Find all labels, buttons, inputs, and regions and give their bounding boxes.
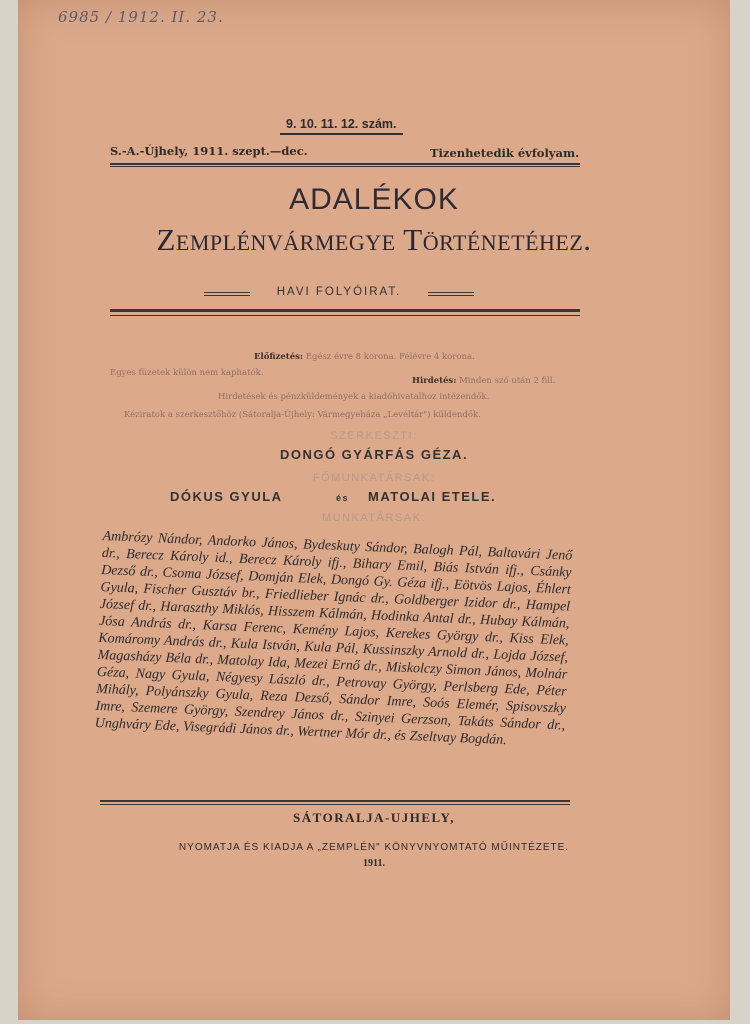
title-rule-thick: [110, 309, 580, 312]
printer-line: NYOMATJA ÉS KIADJA A „ZEMPLÉN" KÖNYVNYOMTATÓ MŰINTÉZETE.: [178, 842, 570, 853]
footer-rule-thick: [100, 800, 570, 802]
contributors-list: Ambrózy Nándor, Andorko János, Bydeskuty Sándor, Balogh Pál, Baltavári Jenő dr., Berecz Károly id., Berecz Károly ifj., Bihary Emil, Biás István ifj., Csánky Dezső dr., Csoma József, Domján Elek, Dongó Gy. Géza ifj., Eötvös Lajos, Éhlert Gyula, Fischer Gusztáv br., Friedlieber Ignác dr., Goldberger Izidor dr., Hampel József dr., Haraszthy Miklós, Hisszem Kálmán, Hodinka Antal dr., Hubay Kálmán, Jósa András dr., Karsa Ferenc, Kemény Lajos, Kerekes György dr., Kiss Elek, Komáromy András dr., Kula István, Kula Pál, Kussinszky Arnold dr., Lojda József, Magasházy Béla dr., Matolay Ida, Mezei Ernő dr., Miskolczy Simon János, Molnár Géza, Nagy Gyula, Négyesy László dr., Petrovay György, Perlsberg Ede, Péter Mihály, Polyánszky Gyula, Reza Dezső, Sándor Imre, Soós Elemér, Spisovszky Imre, Szemere György, Szendrey János dr., Szinyei Gerzson, Takáts Sándor dr., Unghváry Ede, Visegrádi János dr., Wertner Mór dr., és Zseltvay Bogdán.: [94, 528, 573, 749]
advertising-note: Hirdetések és pénzküldemények a kiadóhivatalhoz intézendők.: [218, 392, 490, 402]
volume-label: Tizenhetedik évfolyam.: [430, 146, 580, 160]
contributors-heading: MUNKATÁRSAK:: [322, 512, 426, 524]
publication-city: SÁTORALJA-UJHELY,: [293, 810, 455, 825]
editor-name: DONGÓ GYÁRFÁS GÉZA.: [279, 447, 469, 462]
issue-number: 9. 10. 11. 12. szám.: [280, 117, 403, 135]
handwritten-catalog-note: 6985 / 1912. II. 23.: [58, 8, 224, 26]
subtitle-ornament-right: [428, 292, 474, 293]
coeditor-2: MATOLAI ETELE.: [368, 489, 497, 504]
subscription-prices: Egész évre 8 korona. Félévre 4 korona.: [305, 352, 475, 362]
coeditors-heading: FŐMUNKATÁRSAK:: [312, 472, 436, 484]
footer-rule-thin: [100, 804, 570, 805]
title-rule-thin: [110, 315, 580, 316]
coeditor-and: és: [336, 493, 350, 503]
subscription-line: [254, 352, 475, 362]
header-rule-thin: [110, 166, 580, 167]
editor-heading: SZERKESZTI:: [330, 430, 418, 442]
coeditor-1: DÓKUS GYULA: [170, 489, 283, 504]
journal-cover: [18, 0, 730, 1020]
manuscripts-note: Kéziratok a szerkesztőhöz (Sátoralja-Újhely: Vármegyeháza „Levéltár") küldendők.: [124, 410, 481, 420]
subtitle-ornament-right-2: [428, 295, 474, 296]
advertising-price: Minden szó után 2 fill.: [459, 376, 556, 386]
subscription-label: Előfizetés:: [254, 352, 304, 362]
publication-year: 1911.: [363, 858, 385, 869]
header-rule: [110, 163, 580, 165]
single-issues-note: Egyes füzetek külön nem kaphatók.: [110, 368, 264, 378]
advertising-label: Hirdetés:: [412, 376, 457, 386]
place-and-date: S.-A.-Újhely, 1911. szept.—dec.: [110, 144, 308, 158]
title-line-2: Zemplénvármegye Történetéhez.: [156, 222, 592, 257]
subtitle: HAVI FOLYÓIRAT.: [276, 286, 402, 298]
advertising-line: [412, 376, 555, 386]
subtitle-block: [204, 286, 474, 302]
title-line-1: ADALÉKOK: [289, 183, 459, 216]
